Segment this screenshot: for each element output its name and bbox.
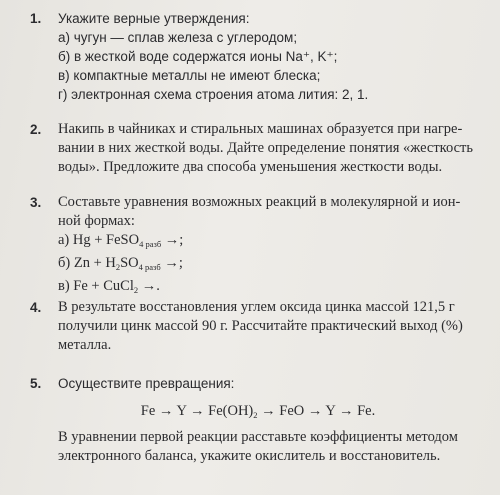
- task-title: Укажите верные утверждения:: [58, 11, 250, 26]
- option-a: а) чугун — сплав железа с углеродом;: [58, 30, 298, 45]
- task-body: [58, 120, 500, 177]
- option-c: в) компактные металлы не имеют блеска;: [58, 68, 321, 83]
- task-number: 5.: [30, 376, 42, 391]
- transformation-chain: $Fe \to Y \to Fe(OH)_2$ → FeO → Y → Fe.: [140, 403, 376, 420]
- task-text-line: В уравнении первой реакции расставьте коэффициенты методом: [58, 429, 458, 445]
- reaction-b: б) $Zn + H_2SO_{4 разб}$ →;: [58, 255, 183, 272]
- task-number: 2.: [30, 122, 42, 137]
- task-text-line: вании в них жесткой воды. Дайте определение понятия «жесткость: [58, 140, 473, 156]
- task-number: 3.: [30, 195, 42, 210]
- task-text-line: металла.: [58, 337, 112, 353]
- task-body: [58, 374, 500, 466]
- task-text-line: В результате восстановления углем оксида цинка массой 121,5 г: [58, 299, 455, 315]
- task-number: 4.: [30, 300, 42, 315]
- task-text-line: электронного баланса, укажите окислитель и восстановитель.: [58, 448, 441, 464]
- task-body: [58, 9, 500, 104]
- task-text-line: Накипь в чайниках и стиральных машинах образуется при нагре-: [58, 121, 463, 137]
- reaction-c: в) Fe + CuCl$_2$ →.: [58, 278, 160, 295]
- reaction-a: а) Hg + FeSO$_{4 разб}$ →;: [58, 232, 184, 249]
- task-text-line: получили цинк массой 90 г. Рассчитайте практический выход (%): [58, 318, 463, 334]
- task-text-line: ной формах:: [58, 213, 135, 229]
- task-body: [58, 298, 500, 355]
- task-title: Осуществите превращения:: [58, 376, 235, 391]
- task-body: [58, 193, 500, 300]
- task-number: 1.: [30, 11, 42, 26]
- task-text-line: Составьте уравнения возможных реакций в молекулярной и ион-: [58, 194, 461, 210]
- option-d: г) электронная схема строения атома лития: 2, 1.: [58, 87, 369, 102]
- option-b: б) в жесткой воде содержатся ионы Na⁺, K⁺;: [58, 49, 338, 64]
- task-text-line: воды». Предложите два способа уменьшения жесткости воды.: [58, 159, 443, 175]
